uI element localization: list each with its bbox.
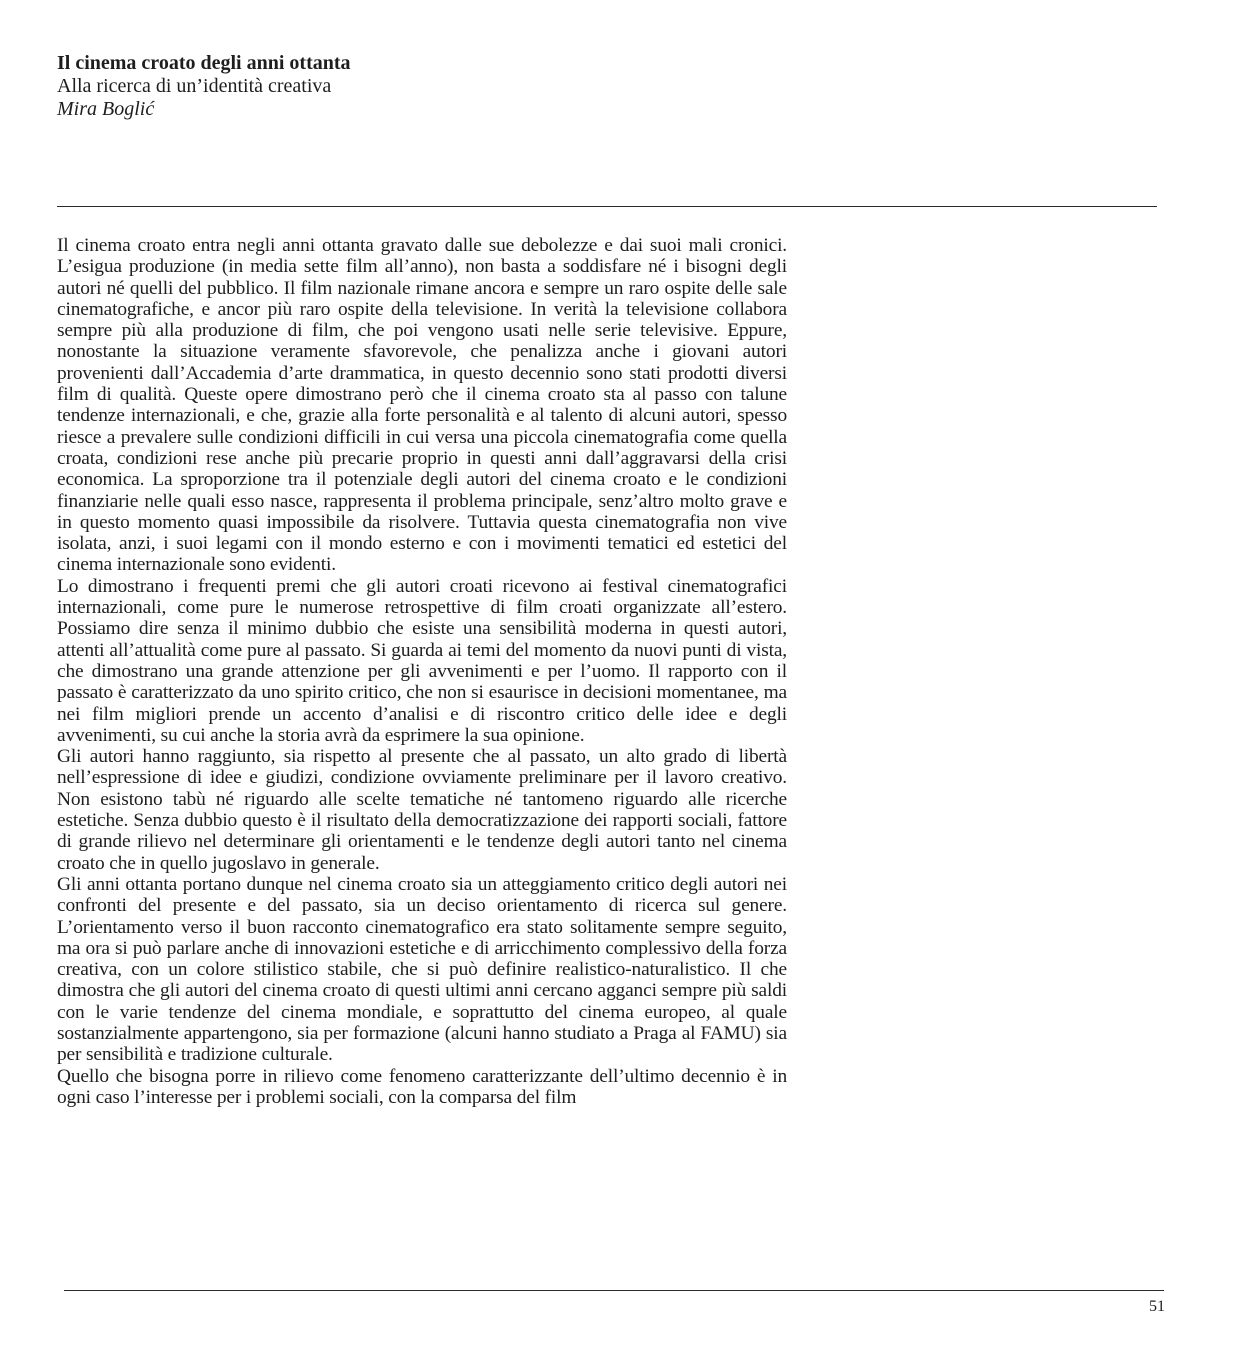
article-header: [57, 52, 351, 121]
body-paragraph: Lo dimostrano i frequenti premi che gli autori croati ricevono ai festival cinematografici internazionali, come pure le numerose retrospettive di film croati organizzate all’estero. Possiamo dire senza il minimo dubbio che esiste una sensibilità moderna in questi autori, attenti all’attualità come pure al passato. Si guarda ai temi del momento da nuovi punti di vista, che dimostrano una grande attenzione per gli avvenimenti e per l’uomo. Il rapporto con il passato è caratterizzato da uno spirito critico, che non si esaurisce in decisioni momentanee, ma nei film migliori prende un accento d’analisi e di riscontro critico delle idee e degli avvenimenti, su cui anche la storia avrà da esprimere la sua opinione.: [57, 575, 787, 746]
footer-divider: [64, 1290, 1164, 1291]
header-divider: [57, 206, 1157, 207]
page-number: 51: [1149, 1298, 1165, 1315]
body-paragraph: Quello che bisogna porre in rilievo come fenomeno caratterizzante dell’ultimo decennio è in ogni caso l’interesse per i problemi sociali, con la comparsa del film: [57, 1065, 787, 1108]
body-paragraph: Il cinema croato entra negli anni ottanta gravato dalle sue debolezze e dai suoi mali cronici. L’esigua produzione (in media sette film all’anno), non basta a soddisfare né i bisogni degli autori né quelli del pubblico. Il film nazionale rimane ancora e sempre un raro ospite delle sale cinematografiche, e ancor più raro ospite della televisione. In verità la televisione collabora sempre più alla produzione di film, che poi vengono usati nelle serie televisive. Eppure, nonostante la situazione veramente sfavorevole, che penalizza anche i giovani autori provenienti dall’Accademia d’arte drammatica, in questo decennio sono stati prodotti diversi film di qualità. Queste opere dimostrano però che il cinema croato sta al passo con talune tendenze internazionali, e che, grazie alla forte personalità e al talento di alcuni autori, spesso riesce a prevalere sulle condizioni difficili in cui versa una piccola cinematografia come quella croata, condizioni rese anche più precarie proprio in questi anni dall’aggravarsi della crisi economica. La sproporzione tra il potenziale degli autori del cinema croato e le condizioni finanziarie nelle quali esso nasce, rappresenta il problema principale, senz’altro molto grave e in questo momento quasi impossibile da risolvere. Tuttavia questa cinematografia non vive isolata, anzi, i suoi legami con il mondo esterno e con i movimenti tematici ed estetici del cinema internazionale sono evidenti.: [57, 235, 787, 576]
article-author: Mira Boglić: [57, 98, 155, 120]
article-title: Il cinema croato degli anni ottanta: [57, 52, 351, 74]
body-paragraph: Gli anni ottanta portano dunque nel cinema croato sia un atteggiamento critico degli autori nei confronti del presente e del passato, sia un deciso orientamento di ricerca sul genere. L’orientamento verso il buon racconto cinematografico era stato solitamente sempre seguito, ma ora si può parlare anche di innovazioni estetiche e di arricchimento complessivo della forza creativa, con un colore stilistico stabile, che si può definire realistico-naturalistico. Il che dimostra che gli autori del cinema croato di questi ultimi anni cercano agganci sempre più saldi con le varie tendenze del cinema mondiale, e soprattutto del cinema europeo, al quale sostanzialmente appartengono, sia per formazione (alcuni hanno studiato a Praga al FAMU) sia per sensibilità e tradizione culturale.: [57, 873, 787, 1066]
article-body: [57, 235, 787, 1108]
body-paragraph: Gli autori hanno raggiunto, sia rispetto al presente che al passato, un alto grado di libertà nell’espressione di idee e giudizi, condizione ovviamente preliminare per il lavoro creativo. Non esistono tabù né riguardo alle scelte tematiche né tantomeno riguardo alle ricerche estetiche. Senza dubbio questo è il risultato della democratizzazione dei rapporti sociali, fattore di grande rilievo nel determinare gli orientamenti e le tendenze degli autori tanto nel cinema croato che in quello jugoslavo in generale.: [57, 746, 787, 874]
article-subtitle: Alla ricerca di un’identità creativa: [57, 75, 332, 97]
